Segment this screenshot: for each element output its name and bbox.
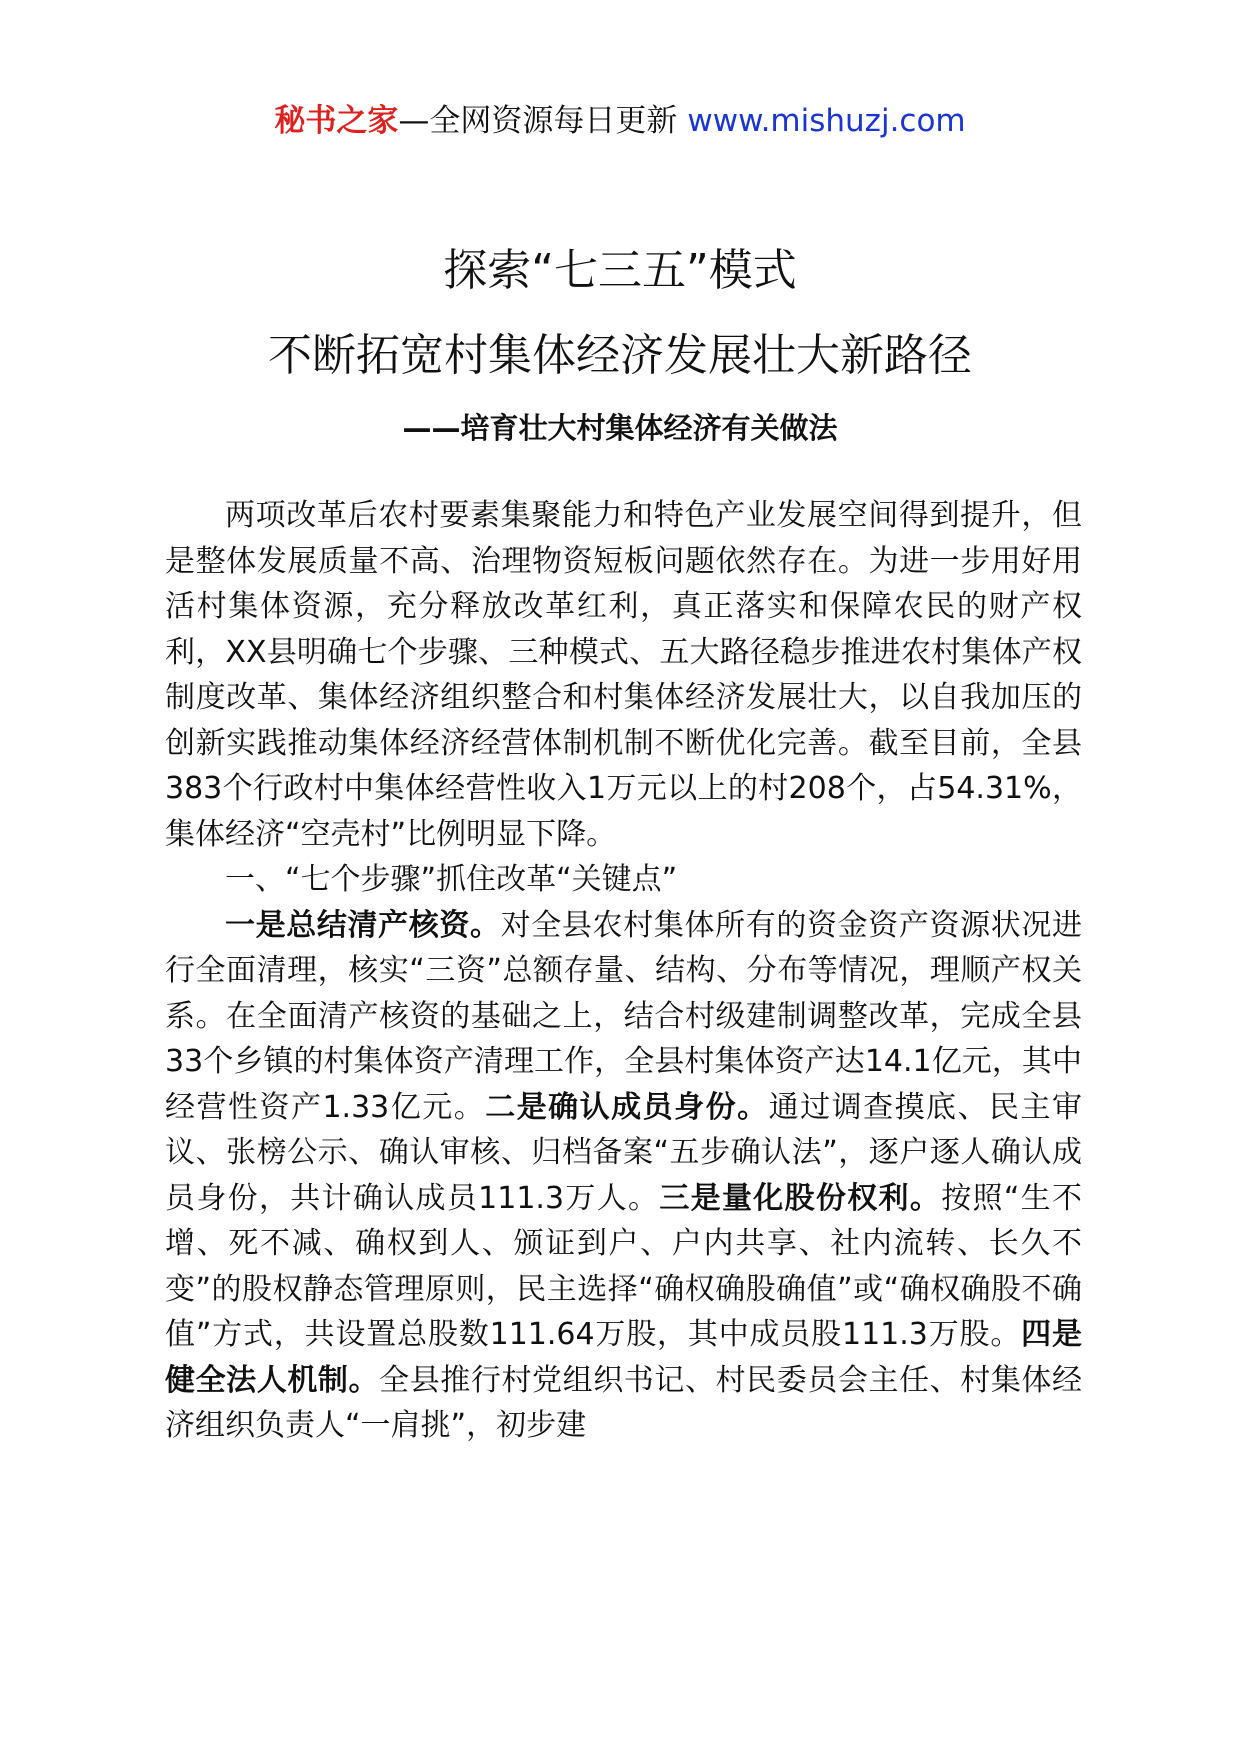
site-slogan: —全网资源每日更新 (398, 103, 678, 139)
step-3-label: 三是量化股份权利。 (659, 1180, 942, 1216)
step-4-label: 四是健全法人机制。 (165, 1317, 1082, 1398)
step-1-label: 一是总结清产核资。 (225, 907, 501, 943)
site-url-link[interactable]: www.mishuzj.com (687, 103, 966, 139)
step-4-text: 全县推行村党组织书记、村民委员会主任、村集体经济组织负责人“一肩挑”，初步建 (165, 1362, 1083, 1443)
document-body (165, 493, 1082, 1449)
step-2-label: 二是确认成员身份。 (485, 1089, 769, 1125)
step-2-text: 通过调查摸底、民主审议、张榜公示、确认审核、归档备案“五步确认法”，逐户逐人确认成员身份，共计确认成员111.3万人。 (165, 1089, 1083, 1216)
document-subtitle: ——培育壮大村集体经济有关做法 (402, 411, 838, 445)
document-title-line-1: 探索“七三五”模式 (443, 245, 797, 296)
section-1-heading: 一、“七个步骤”抓住改革“关键点” (225, 862, 678, 897)
steps-paragraph (165, 903, 1082, 1449)
step-1-text: 对全县农村集体所有的资金资产资源状况进行全面清理，核实“三资”总额存量、结构、分布等情况，理顺产权关系。在全面清产核资的基础之上，结合村级建制调整改革，完成全县33个乡镇的村集体资产清理工作，全县村集体资产达14.1亿元，其中经营性资产1.33亿元。 (165, 907, 1083, 1125)
step-3-text: 按照“生不增、死不减、确权到人、颁证到户、户内共享、社内流转、长久不变”的股权静态管理原则，民主选择“确权确股确值”或“确权确股不确值”方式，共设置总股数111.64万股，其中成员股111.3万股。 (165, 1180, 1082, 1352)
site-brand: 秘书之家 (274, 103, 399, 139)
intro-paragraph: 两项改革后农村要素集聚能力和特色产业发展空间得到提升，但是整体发展质量不高、治理物资短板问题依然存在。为进一步用好用活村集体资源，充分释放改革红利，真正落实和保障农民的财产权利，XX县明确七个步骤、三种模式、五大路径稳步推进农村集体产权制度改革、集体经济组织整合和村集体经济发展壮大，以自我加压的创新实践推动集体经济经营体制机制不断优化完善。截至目前，全县383个行政村中集体经营性收入1万元以上的村208个，占54.31%，集体经济“空壳村”比例明显下降。 (165, 498, 1082, 852)
site-header (0, 100, 1240, 142)
document-title-line-2: 不断拓宽村集体经济发展壮大新路径 (268, 330, 972, 381)
